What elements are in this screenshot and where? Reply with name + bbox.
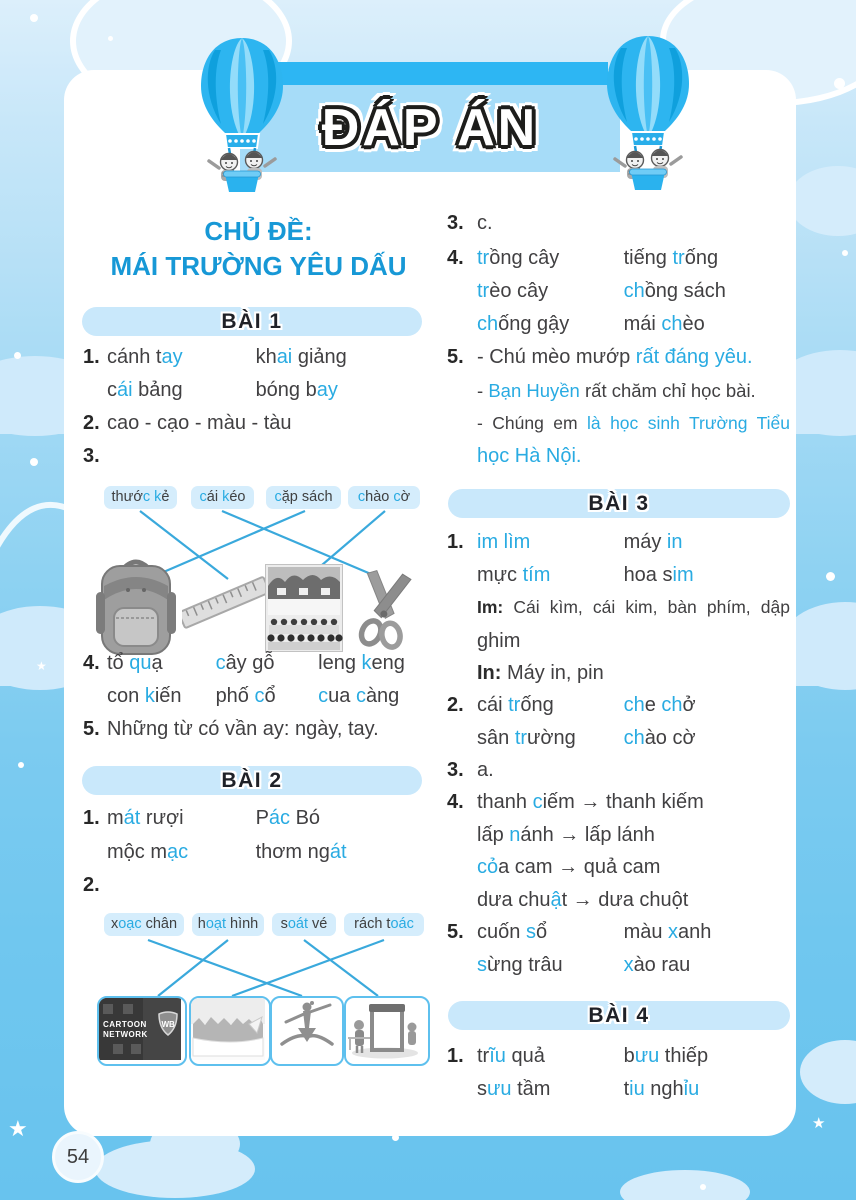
answer-row [83, 652, 405, 675]
answer-sentence: In: Máy in, pin [477, 662, 604, 684]
answer-row [477, 824, 655, 847]
answer-word: mực tím [477, 564, 551, 586]
answer-row [477, 1078, 699, 1101]
match-label: hoạt hình [192, 913, 264, 936]
item-number: 1. [447, 1045, 464, 1067]
answer-sentence: học Hà Nội. [477, 445, 582, 467]
answer-word: cuốn sổ [477, 921, 548, 943]
dot-decoration [30, 458, 38, 466]
answer-correction: cỏa cam → quả cam [477, 856, 661, 878]
answer-word: mái chèo [623, 313, 705, 335]
banner-ribbon-top [252, 62, 608, 85]
scissors-image [344, 568, 424, 658]
answer-correction: lấp nánh → lấp lánh [477, 824, 655, 846]
hot-air-balloon-left [189, 34, 295, 194]
answer-row [83, 412, 292, 435]
item-number: 1. [83, 346, 100, 368]
answer-row [83, 718, 379, 741]
answer-word: trèo cây [477, 280, 549, 302]
answer-word: thơm ngát [255, 841, 347, 863]
answer-word: bưu thiếp [623, 1045, 709, 1067]
item-number: 4. [447, 247, 464, 269]
dot-decoration [700, 1184, 706, 1190]
theme-heading-line2: MÁI TRƯỜNG YÊU DẤU [110, 251, 407, 281]
answer-word: mộc mạc [107, 841, 189, 863]
section-title-bai3: BÀI 3 [448, 489, 790, 518]
star-icon: ★ [8, 1116, 28, 1141]
star-icon: ★ [812, 1115, 826, 1132]
answer-word: máy in [623, 531, 683, 553]
dot-decoration [842, 250, 848, 256]
item-number: 4. [447, 791, 464, 813]
cloud-right-edge [788, 166, 856, 236]
answer-row [477, 856, 660, 879]
answer-row [477, 380, 756, 402]
answer-row [477, 413, 790, 434]
answer-row [447, 759, 494, 782]
answer-word: cua càng [318, 685, 400, 707]
item-number: 5. [447, 921, 464, 943]
dot-decoration [834, 78, 845, 89]
item-number: 1. [83, 807, 100, 829]
answer-row [477, 954, 690, 977]
match-label: cái kéo [191, 486, 254, 509]
hot-air-balloon-right [595, 32, 701, 192]
match-label: soát vé [272, 913, 336, 936]
match-label: xoạc chân [104, 913, 184, 936]
answer-word: trồng cây [477, 247, 560, 269]
answer-row [477, 564, 694, 587]
section-title-bai2: BÀI 2 [82, 766, 422, 795]
answer-correction: dưa chuật → dưa chuột [477, 889, 689, 911]
answer-row [447, 531, 683, 554]
ruler-image [182, 572, 266, 632]
answer-sentence: - Bạn Huyền rất chăm chỉ học bài. [477, 380, 756, 401]
star-icon: ★ [36, 659, 47, 673]
answer-word: leng keng [318, 652, 405, 674]
answer-row [477, 313, 705, 336]
answer-row [477, 662, 604, 685]
answer-sentence: Im: Cái kìm, cái kim, bàn phím, dập [477, 597, 790, 617]
answer-word: xào rau [623, 954, 691, 976]
answer-row [83, 807, 321, 830]
answer-row [477, 727, 696, 750]
item-number: 2. [83, 412, 100, 434]
dot-decoration [30, 14, 38, 22]
cloud-bottom [800, 1040, 856, 1104]
answer-word: tiu nghỉu [623, 1078, 700, 1100]
answer-word: khai giảng [255, 346, 347, 368]
dot-decoration [18, 762, 24, 768]
page-title: ĐÁP ÁN [321, 99, 539, 157]
page-number: 54 [52, 1131, 104, 1183]
match-label: rách toác [344, 913, 424, 936]
answer-row [477, 597, 790, 618]
answer-row [107, 379, 338, 402]
answer-row [447, 212, 493, 235]
answer-word: sưu tầm [477, 1078, 551, 1100]
match-lines [92, 936, 425, 998]
item-number: 4. [83, 652, 100, 674]
dot-decoration [14, 352, 21, 359]
match-label: cặp sách [266, 486, 341, 509]
answer-row [447, 791, 704, 814]
answer-word: cây gỗ [215, 652, 275, 674]
answer-word: che chở [623, 694, 696, 716]
answer-row [447, 921, 712, 944]
answer-text: a. [477, 759, 494, 781]
answer-row [447, 694, 696, 717]
answer-word: chồng sách [623, 280, 726, 302]
answer-row [477, 889, 688, 912]
answer-word: im lìm [477, 531, 531, 553]
answer-word: trĩu quả [477, 1045, 545, 1067]
answer-row [107, 685, 399, 708]
cartoon-text: CARTOON [103, 1020, 147, 1029]
answer-word: màu xanh [623, 921, 712, 943]
answer-correction: thanh ciếm → thanh kiếm [477, 791, 704, 813]
answer-word: sân trường [477, 727, 576, 749]
answer-row [477, 630, 520, 653]
answer-row [447, 1045, 709, 1068]
answer-word: tiếng trống [623, 247, 719, 269]
answer-sentence: - Chúng em là học sinh Trường Tiểu [477, 413, 790, 433]
item-number: 5. [83, 718, 100, 740]
school-assembly-image [265, 564, 343, 652]
answer-row [447, 247, 719, 270]
ticket-checkpoint-image [344, 996, 430, 1066]
answer-word: cánh tay [107, 346, 183, 368]
match-label: chào cờ [348, 486, 420, 509]
ballet-dancer-image [270, 996, 344, 1066]
answer-word: sừng trâu [477, 954, 563, 976]
answer-text: c. [477, 212, 493, 234]
answer-row [107, 841, 347, 864]
item-number: 3. [447, 759, 464, 781]
dot-decoration [826, 572, 835, 581]
cartoon-network-image [97, 996, 187, 1066]
theme-heading-line1: CHỦ ĐỀ: [204, 216, 313, 246]
answer-row [477, 445, 582, 468]
item-number: 2. [447, 694, 464, 716]
answer-word: chống gậy [477, 313, 570, 335]
answer-sentence: - Chú mèo mướp rất đáng yêu. [477, 346, 753, 368]
item-number: 2. [83, 874, 100, 896]
answer-word: cái bảng [107, 379, 183, 401]
answer-word: tổ quạ [107, 652, 163, 674]
section-title-bai4: BÀI 4 [448, 1001, 790, 1030]
answer-word: cái trống [477, 694, 554, 716]
answer-word: Pác Bó [255, 807, 321, 829]
answer-word: bóng bay [255, 379, 338, 401]
item-number: 1. [447, 531, 464, 553]
answer-word: con kiến [107, 685, 182, 707]
answer-text: Những từ có vần ay: ngày, tay. [107, 718, 379, 740]
answer-word: phố cổ [215, 685, 276, 707]
item-number: 3. [83, 445, 100, 467]
answer-row [447, 346, 753, 369]
dot-decoration [108, 36, 113, 41]
item-number: 5. [447, 346, 464, 368]
match-label: thước kẻ [104, 486, 177, 509]
item-number: 3. [447, 212, 464, 234]
cloud-bottom [620, 1170, 750, 1200]
answer-text: ghim [477, 630, 521, 652]
answer-row [83, 346, 347, 369]
answer-word: hoa sim [623, 564, 694, 586]
answer-text: cao - cạo - màu - tàu [107, 412, 292, 434]
answer-row [477, 280, 726, 303]
answer-word: mát rượi [107, 807, 184, 829]
section-title-bai1: BÀI 1 [82, 307, 422, 336]
torn-paper-image [189, 996, 271, 1066]
network-text: NETWORK [103, 1030, 148, 1039]
answer-word: chào cờ [623, 727, 696, 749]
backpack-image [94, 552, 178, 660]
wb-badge-text: WB [161, 1020, 175, 1029]
